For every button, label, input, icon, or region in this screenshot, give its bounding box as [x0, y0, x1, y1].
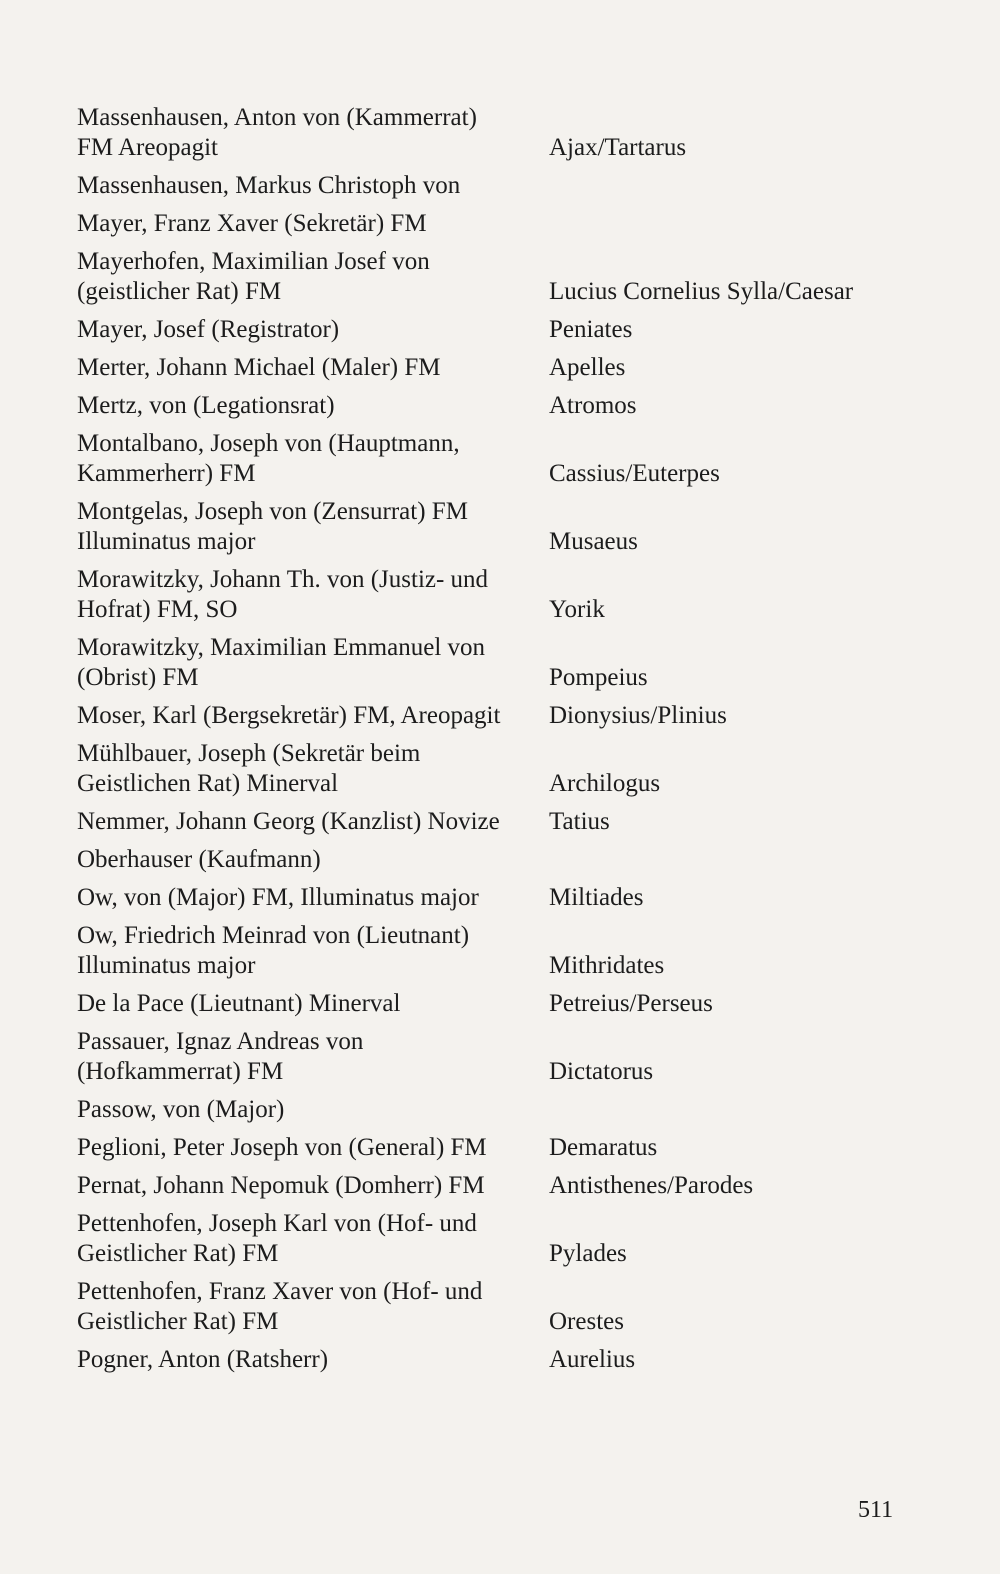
list-item [77, 497, 937, 557]
list-item [77, 989, 937, 1019]
member-name: Moser, Karl (Bergsekretär) FM, Areopagit [77, 702, 501, 729]
member-alias: Aurelius [549, 1346, 636, 1373]
member-name: Pernat, Johann Nepomuk (Domherr) FM [77, 1172, 485, 1199]
list-item [77, 1095, 937, 1125]
member-name: Merter, Johann Michael (Maler) FM [77, 354, 441, 381]
member-alias: Orestes [549, 1308, 624, 1335]
list-item [77, 315, 937, 345]
member-name: Pettenhofen, Joseph Karl von (Hof- und Geistlicher Rat) FM [77, 1210, 477, 1267]
member-name: Montgelas, Joseph von (Zensurrat) FM Illuminatus major [77, 498, 468, 555]
list-item [77, 1277, 937, 1337]
member-name: Peglioni, Peter Joseph von (General) FM [77, 1134, 487, 1161]
member-alias: Cassius/Euterpes [549, 460, 720, 487]
member-alias: Miltiades [549, 884, 644, 911]
member-alias: Petreius/Perseus [549, 990, 713, 1017]
member-alias: Tatius [549, 808, 610, 835]
member-alias: Apelles [549, 354, 626, 381]
member-alias: Archilogus [549, 770, 661, 797]
member-name: Pogner, Anton (Ratsherr) [77, 1346, 329, 1373]
member-alias: Lucius Cornelius Sylla/Caesar [549, 278, 854, 305]
list-item [77, 391, 937, 421]
member-alias: Pompeius [549, 664, 648, 691]
member-name: Morawitzky, Maximilian Emmanuel von (Obrist) FM [77, 634, 486, 691]
member-alias: Demaratus [549, 1134, 658, 1161]
member-name: Mertz, von (Legationsrat) [77, 392, 335, 419]
member-alias: Peniates [549, 316, 633, 343]
member-name: Ow, von (Major) FM, Illuminatus major [77, 884, 479, 911]
member-name: De la Pace (Lieutnant) Minerval [77, 990, 401, 1017]
member-name: Massenhausen, Anton von (Kammerrat) FM Areopagit [77, 104, 477, 161]
member-alias: Atromos [549, 392, 637, 419]
list-item [77, 1133, 937, 1163]
member-name: Ow, Friedrich Meinrad von (Lieutnant) Illuminatus major [77, 922, 470, 979]
member-name: Massenhausen, Markus Christoph von [77, 172, 461, 199]
member-name: Passow, von (Major) [77, 1096, 285, 1123]
list-item [77, 921, 937, 981]
list-item [77, 353, 937, 383]
list-item [77, 633, 937, 693]
member-name: Mayer, Franz Xaver (Sekretär) FM [77, 210, 427, 237]
member-name: Oberhauser (Kaufmann) [77, 846, 321, 873]
list-item [77, 171, 937, 201]
list-item [77, 1345, 937, 1375]
page-number: 511 [858, 1497, 894, 1523]
member-name: Pettenhofen, Franz Xaver von (Hof- und Geistlicher Rat) FM [77, 1278, 483, 1335]
list-item [77, 209, 937, 239]
member-alias: Dictatorus [549, 1058, 654, 1085]
member-alias: Dionysius/Plinius [549, 702, 727, 729]
member-alias: Yorik [549, 596, 605, 623]
member-name: Mühlbauer, Joseph (Sekretär beim Geistlichen Rat) Minerval [77, 740, 421, 797]
member-name: Mayerhofen, Maximilian Josef von (geistlicher Rat) FM [77, 248, 430, 305]
member-name: Morawitzky, Johann Th. von (Justiz- und Hofrat) FM, SO [77, 566, 489, 623]
member-list [77, 103, 937, 1383]
list-item [77, 103, 937, 163]
member-name: Nemmer, Johann Georg (Kanzlist) Novize [77, 808, 500, 835]
list-item [77, 739, 937, 799]
list-item [77, 1027, 937, 1087]
list-item [77, 1171, 937, 1201]
member-name: Montalbano, Joseph von (Hauptmann, Kammerherr) FM [77, 430, 460, 487]
member-alias: Pylades [549, 1240, 627, 1267]
list-item [77, 429, 937, 489]
list-item [77, 247, 937, 307]
list-item [77, 883, 937, 913]
list-item [77, 807, 937, 837]
member-alias: Mithridates [549, 952, 665, 979]
member-name: Mayer, Josef (Registrator) [77, 316, 340, 343]
list-item [77, 701, 937, 731]
member-alias: Ajax/Tartarus [549, 134, 687, 161]
list-item [77, 1209, 937, 1269]
member-alias: Musaeus [549, 528, 638, 555]
list-item [77, 565, 937, 625]
member-name: Passauer, Ignaz Andreas von (Hofkammerrat) FM [77, 1028, 364, 1085]
member-alias: Antisthenes/Parodes [549, 1172, 754, 1199]
list-item [77, 845, 937, 875]
